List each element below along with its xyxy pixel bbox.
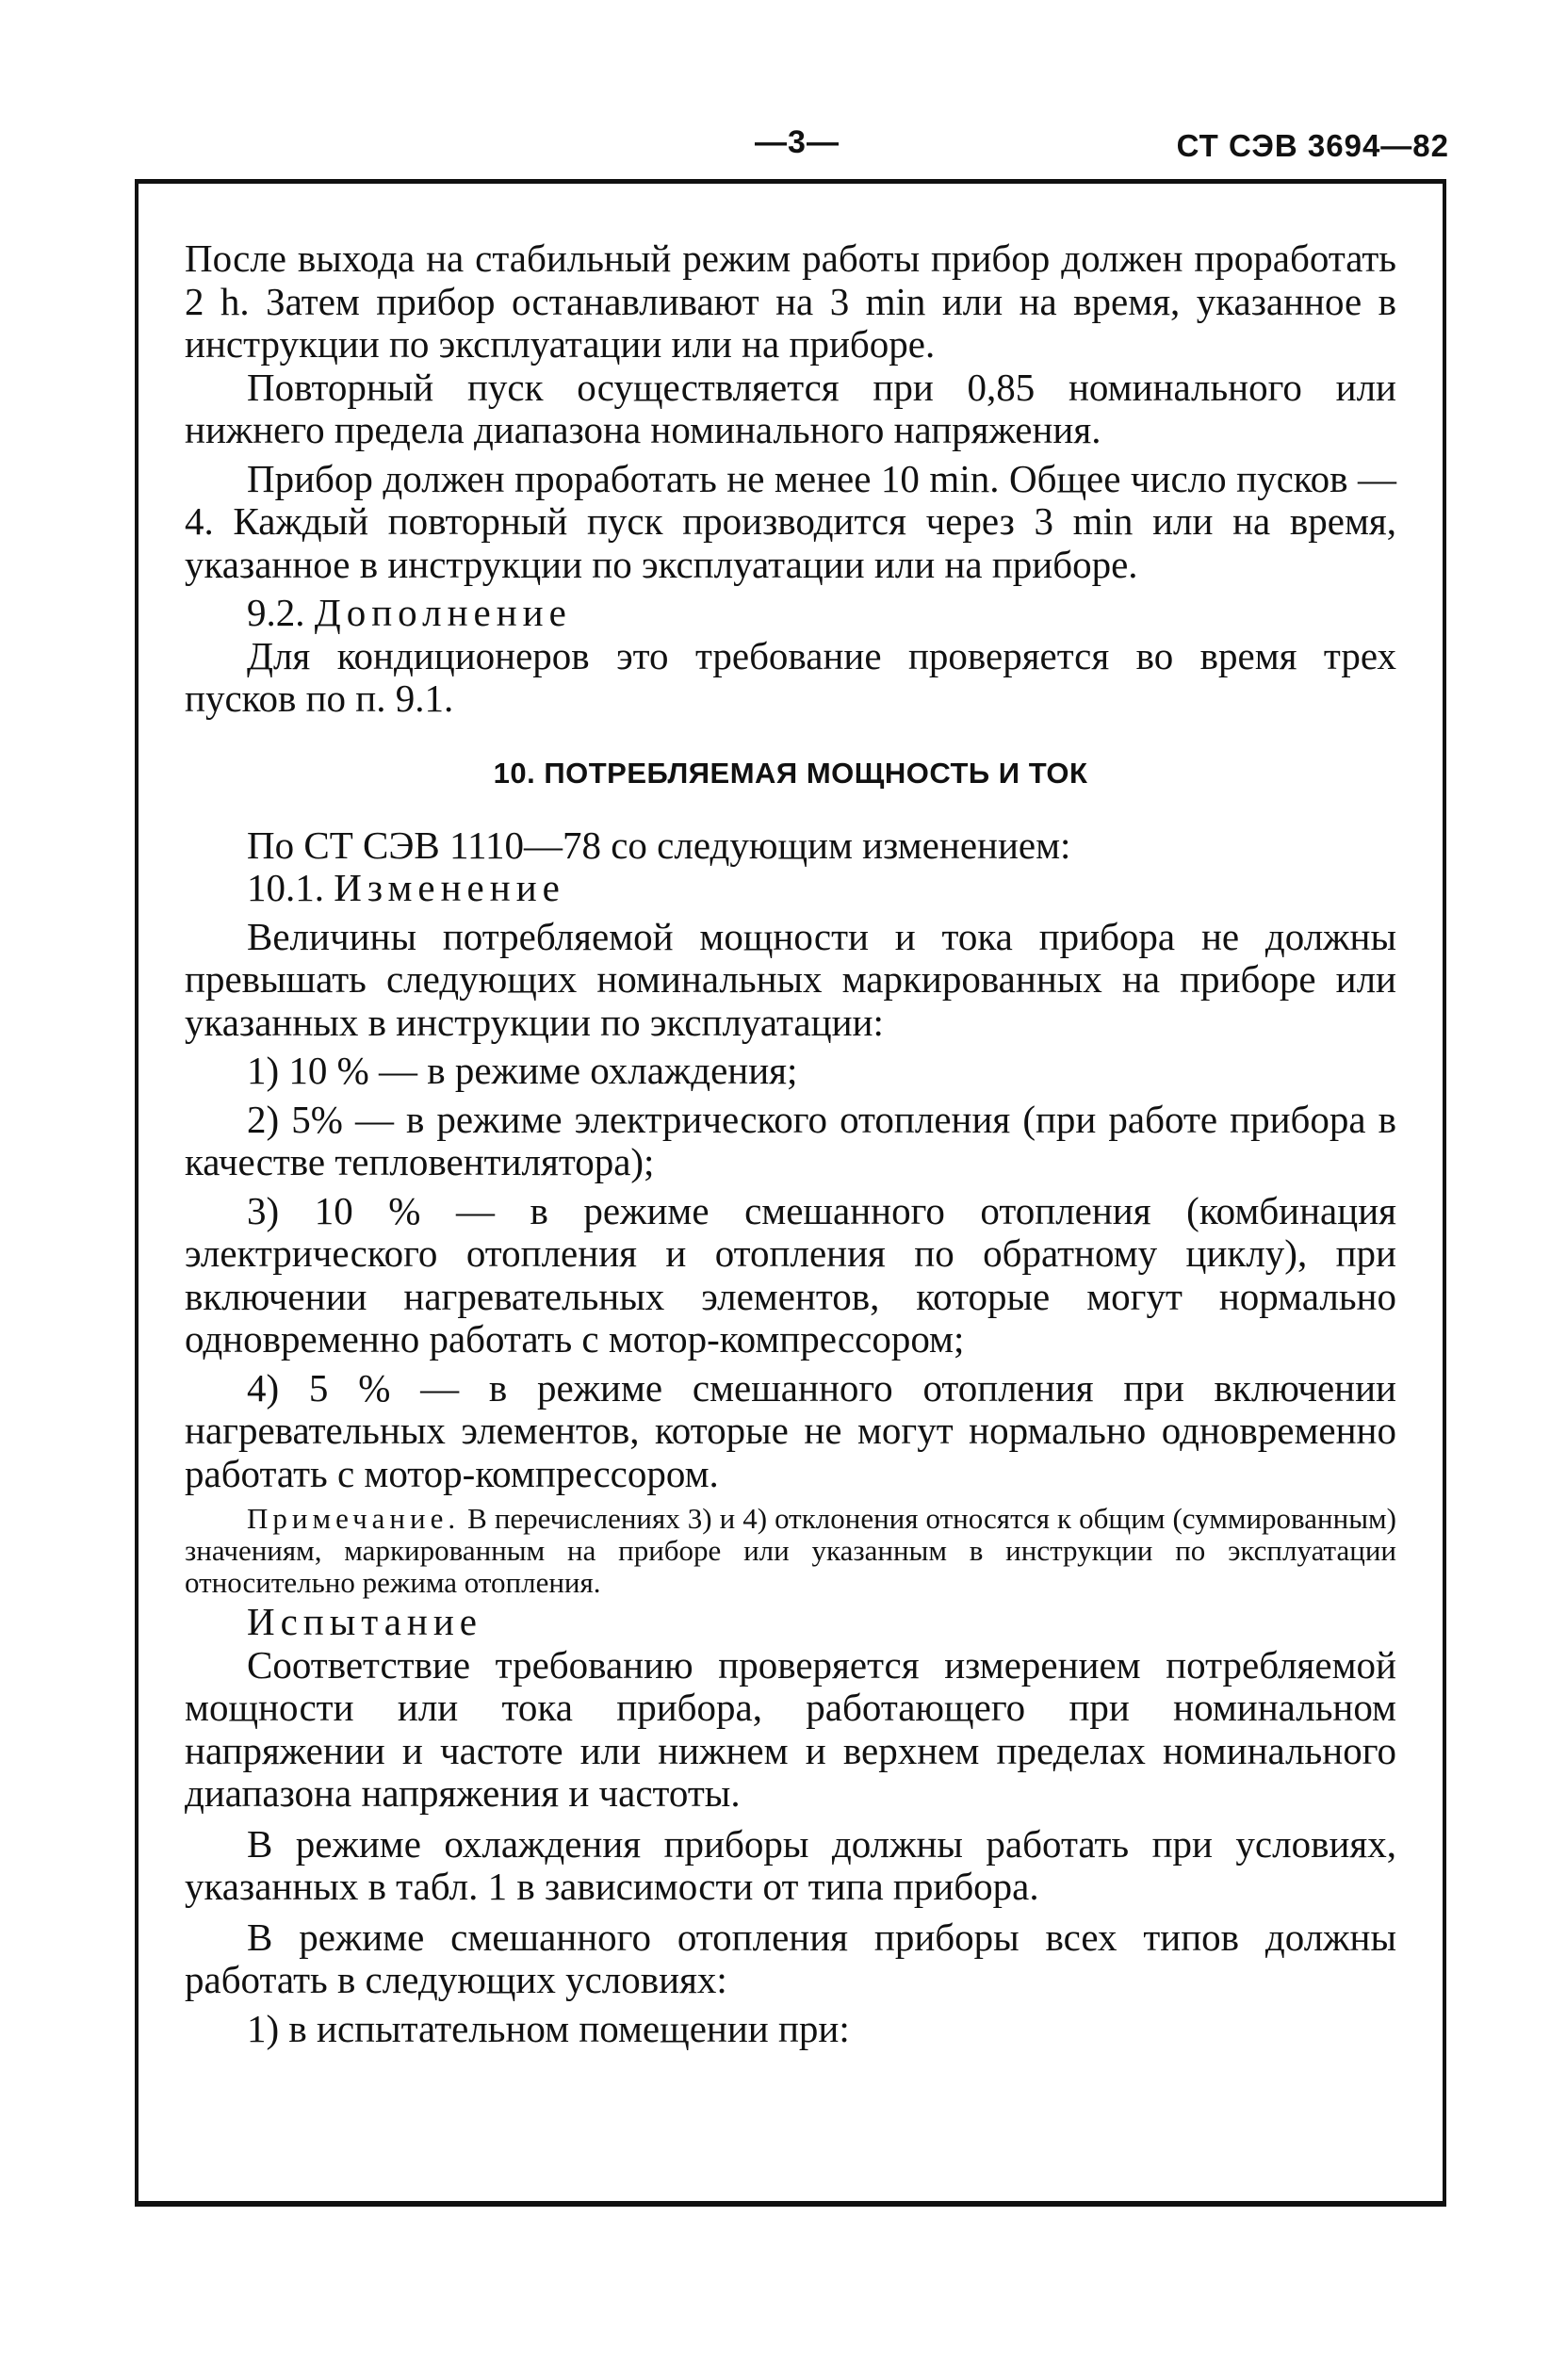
note bbox=[185, 1503, 1396, 1599]
clause-9-2-heading bbox=[185, 592, 1396, 635]
note-text: В перечислениях 3) и 4) отклонения относятся к общим (суммированным) значениям, маркированным на приборе или указанным в инструкции по эксплуатации относительно режима отопления. bbox=[185, 1502, 1396, 1599]
paragraph: После выхода на стабильный режим работы прибор должен проработать 2 h. Затем прибор останавливают на 3 min или на время, указанное в инструкции по эксплуатации или на приборе. bbox=[185, 236, 1396, 366]
left-border-rule bbox=[135, 179, 139, 2205]
test-heading bbox=[185, 1601, 1396, 1644]
paragraph: Для кондиционеров это требование проверяется во время трех пусков по п. 9.1. bbox=[185, 633, 1396, 720]
page-content bbox=[185, 237, 1396, 2050]
clause-title: Изменение bbox=[334, 866, 565, 909]
paragraph: Прибор должен проработать не менее 10 min. Общее число пусков — 4. Каждый повторный пуск производится через 3 min или на время, указанное в инструкции по эксплуатации или на приборе. bbox=[185, 456, 1396, 586]
list-item: 2) 5% — в режиме электрического отопления (при работе прибора в качестве тепловентилятора); bbox=[185, 1097, 1396, 1183]
paragraph: Повторный пуск осуществляется при 0,85 номинального или нижнего предела диапазона номинального напряжения. bbox=[185, 365, 1396, 451]
test-title: Испытание bbox=[247, 1600, 482, 1643]
right-border-rule bbox=[1443, 179, 1446, 2205]
paragraph: Соответствие требованию проверяется измерением потребляемой мощности или тока прибора, работающего при номинальном напряжении и частоте или нижнем и верхнем пределах номинального диапазона напряжения и частоты. bbox=[185, 1642, 1396, 1815]
paragraph: Величины потребляемой мощности и тока прибора не должны превышать следующих номинальных маркированных на приборе или указанных в инструкции по эксплуатации: bbox=[185, 914, 1396, 1044]
bottom-border-rule bbox=[135, 2201, 1446, 2207]
paragraph: В режиме охлаждения приборы должны работать при условиях, указанных в табл. 1 в зависимости от типа прибора. bbox=[185, 1821, 1396, 1908]
top-border-rule bbox=[135, 179, 1446, 184]
document-code: СТ СЭВ 3694—82 bbox=[1176, 128, 1449, 163]
note-label: Примечание. bbox=[247, 1502, 461, 1535]
clause-number: 9.2. bbox=[247, 591, 305, 634]
paragraph: По СТ СЭВ 1110—78 со следующим изменением: bbox=[247, 823, 1071, 867]
paragraph: В режиме смешанного отопления приборы всех типов должны работать в следующих условиях: bbox=[185, 1915, 1396, 2001]
list-item: 1) 10 % — в режиме охлаждения; bbox=[247, 1049, 798, 1092]
page-number: —3— bbox=[755, 124, 840, 160]
clause-10-1-heading bbox=[185, 867, 1396, 910]
clause-title: Дополнение bbox=[314, 591, 572, 634]
section-heading: 10. ПОТРЕБЛЯЕМАЯ МОЩНОСТЬ И ТОК bbox=[493, 756, 1088, 790]
list-item: 3) 10 % — в режиме смешанного отопления (комбинация электрического отопления и отопления по обратному циклу), при включении нагревательных элементов, которые могут нормально одновременно работать с мотор-компрессором; bbox=[185, 1188, 1396, 1361]
clause-number: 10.1. bbox=[247, 866, 324, 909]
paragraph: 1) в испытательном помещении при: bbox=[247, 2006, 850, 2050]
list-item: 4) 5 % — в режиме смешанного отопления при включении нагревательных элементов, которые не могут нормально одновременно работать с мотор-компрессором. bbox=[185, 1365, 1396, 1495]
